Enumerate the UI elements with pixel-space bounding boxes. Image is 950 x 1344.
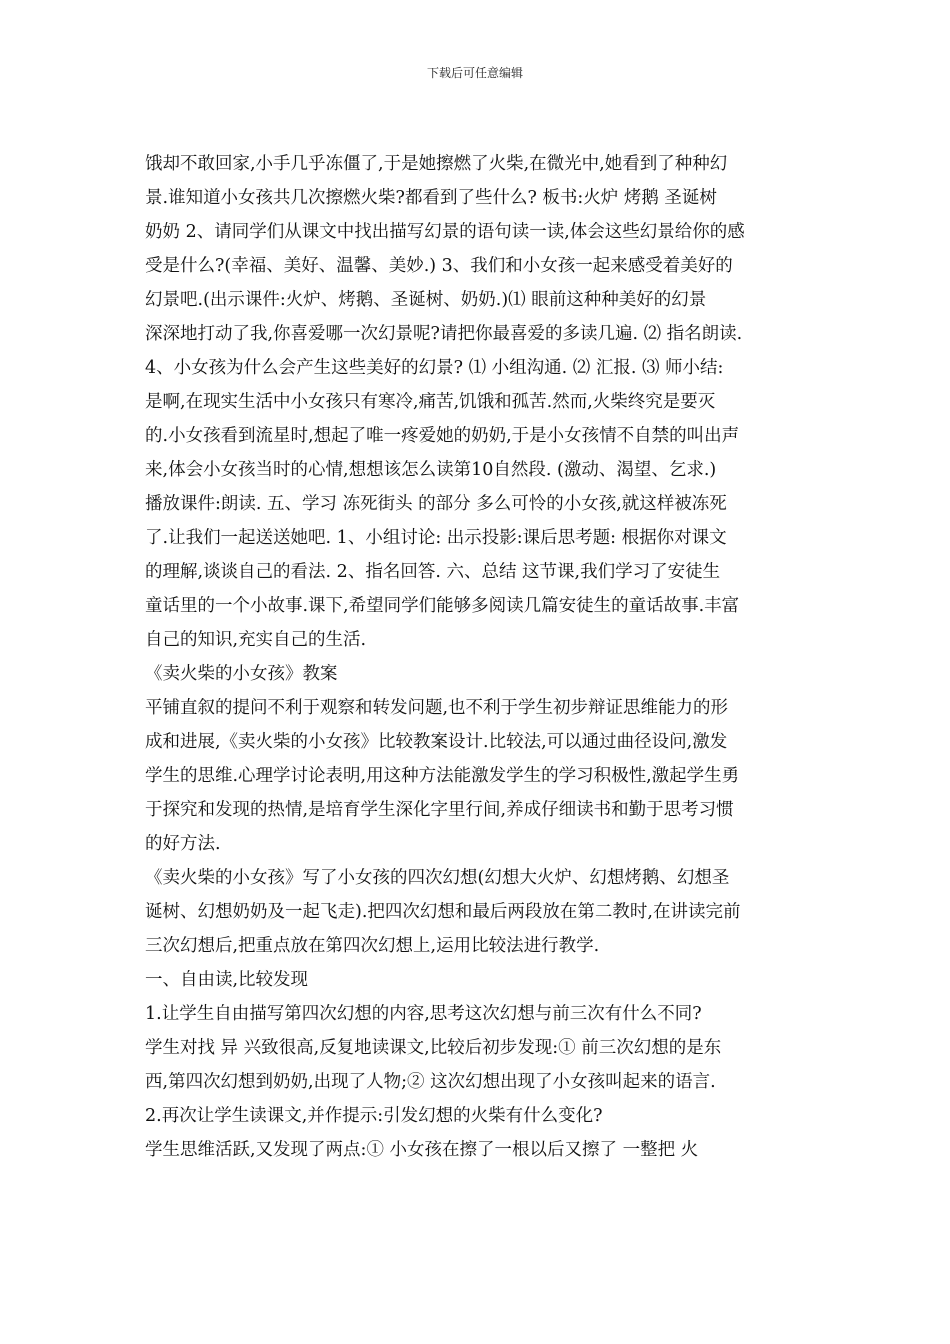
text-line: 的.小女孩看到流星时,想起了唯一疼爱她的奶奶,于是小女孩情不自禁的叫出声 bbox=[145, 426, 740, 446]
text-line: 播放课件:朗读. 五、学习 冻死街头 的部分 多么可怜的小女孩,就这样被冻死 bbox=[145, 494, 727, 514]
text-line: 来,体会小女孩当时的心情,想想该怎么读第10自然段. (激动、渴望、乞求.) bbox=[145, 460, 717, 480]
text-line: 自己的知识,充实自己的生活. bbox=[145, 630, 367, 650]
text-line: 1.让学生自由描写第四次幻想的内容,思考这次幻想与前三次有什么不同? bbox=[145, 1004, 702, 1024]
text-line: 受是什么?(幸福、美好、温馨、美妙.) 3、我们和小女孩一起来感受着美好的 bbox=[145, 256, 733, 276]
text-line: 了.让我们一起送送她吧. 1、小组讨论: 出示投影:课后思考题: 根据你对课文 bbox=[145, 528, 727, 548]
text-line: 的好方法. bbox=[145, 834, 221, 854]
text-line: 三次幻想后,把重点放在第四次幻想上,运用比较法进行教学. bbox=[145, 936, 600, 956]
text-line: 成和进展,《卖火柴的小女孩》比较教案设计.比较法,可以通过曲径设问,激发 bbox=[145, 732, 728, 752]
document-body bbox=[145, 147, 815, 1167]
section-title: 《卖火柴的小女孩》教案 bbox=[145, 664, 338, 684]
text-line: 学生对找 异 兴致很高,反复地读课文,比较后初步发现:① 前三次幻想的是东 bbox=[145, 1038, 722, 1058]
section-heading: 一、自由读,比较发现 bbox=[145, 970, 309, 990]
text-line: 西,第四次幻想到奶奶,出现了人物;② 这次幻想出现了小女孩叫起来的语言. bbox=[145, 1072, 716, 1092]
text-line: 平铺直叙的提问不利于观察和转发问题,也不利于学生初步辩证思维能力的形 bbox=[145, 698, 729, 718]
text-line: 学生的思维.心理学讨论表明,用这种方法能激发学生的学习积极性,激起学生勇 bbox=[145, 766, 740, 786]
text-line: 幻景吧.(出示课件:火炉、烤鹅、圣诞树、奶奶.)⑴ 眼前这种种美好的幻景 bbox=[145, 290, 707, 310]
text-line: 的理解,谈谈自己的看法. 2、指名回答. 六、总结 这节课,我们学习了安徒生 bbox=[145, 562, 721, 582]
text-line: 童话里的一个小故事.课下,希望同学们能够多阅读几篇安徒生的童话故事.丰富 bbox=[145, 596, 740, 616]
text-line: 是啊,在现实生活中小女孩只有寒冷,痛苦,饥饿和孤苦.然而,火柴终究是要灭 bbox=[145, 392, 716, 412]
text-line: 学生思维活跃,又发现了两点:① 小女孩在擦了一根以后又擦了 一整把 火 bbox=[145, 1140, 699, 1160]
text-line: 于探究和发现的热情,是培育学生深化字里行间,养成仔细读书和勤于思考习惯 bbox=[145, 800, 734, 820]
page-header: 下载后可任意编辑 bbox=[426, 66, 523, 80]
text-line: 诞树、幻想奶奶及一起飞走).把四次幻想和最后两段放在第二教时,在讲读完前 bbox=[145, 902, 741, 922]
text-line: 《卖火柴的小女孩》写了小女孩的四次幻想(幻想大火炉、幻想烤鹅、幻想圣 bbox=[145, 868, 730, 888]
text-line: 2.再次让学生读课文,并作提示:引发幻想的火柴有什么变化? bbox=[145, 1106, 603, 1126]
text-line: 深深地打动了我,你喜爱哪一次幻景呢?请把你最喜爱的多读几遍. ⑵ 指名朗读. bbox=[145, 324, 743, 344]
text-line: 奶奶 2、请同学们从课文中找出描写幻景的语句读一读,体会这些幻景给你的感 bbox=[145, 222, 745, 242]
text-line: 饿却不敢回家,小手几乎冻僵了,于是她擦燃了火柴,在微光中,她看到了种种幻 bbox=[145, 154, 728, 174]
text-line: 4、小女孩为什么会产生这些美好的幻景? ⑴ 小组沟通. ⑵ 汇报. ⑶ 师小结: bbox=[145, 358, 724, 378]
text-line: 景.谁知道小女孩共几次擦燃火柴?都看到了些什么? 板书:火炉 烤鹅 圣诞树 bbox=[145, 188, 717, 208]
